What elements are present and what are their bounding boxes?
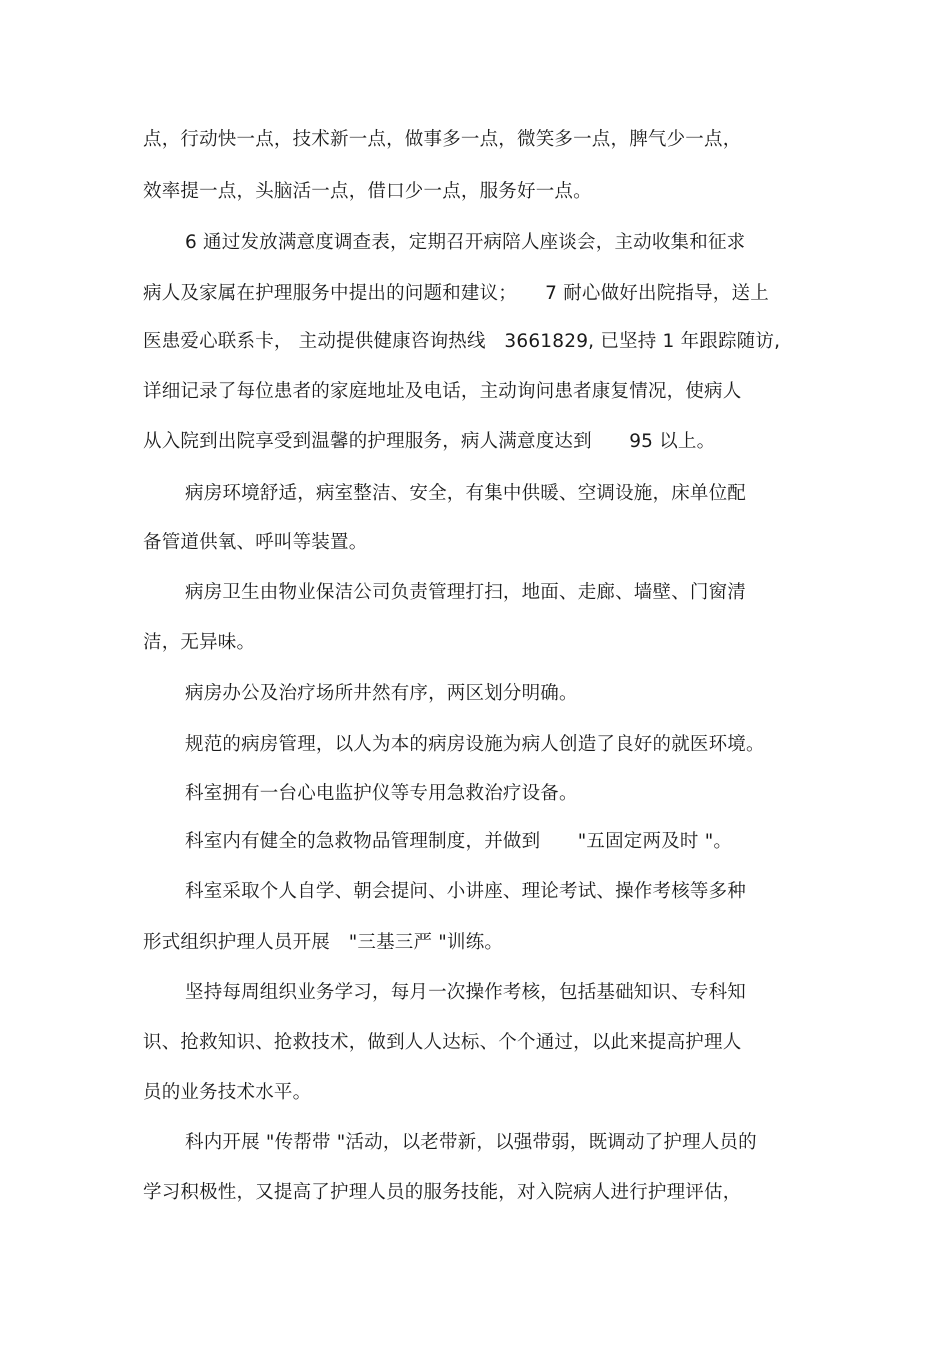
text-line: 点，行动快一点，技术新一点，做事多一点，微笑多一点，脾气少一点， — [143, 129, 742, 150]
paragraph-start: 病房卫生由物业保洁公司负责管理打扫，地面、走廊、墙壁、门窗清 — [185, 582, 747, 603]
paragraph-start: 6 通过发放满意度调查表，定期召开病陪人座谈会，主动收集和征求 — [185, 232, 746, 253]
text-line: 识、抢救知识、抢救技术，做到人人达标、个个通过，以此来提高护理人 — [143, 1032, 742, 1053]
text-line: 员的业务技术水平。 — [143, 1082, 312, 1103]
paragraph-start: 病房办公及治疗场所井然有序，两区划分明确。 — [185, 683, 578, 704]
text-line: 学习积极性，又提高了护理人员的服务技能，对入院病人进行护理评估， — [143, 1182, 742, 1203]
text-line: 形式组织护理人员开展 "三基三严 "训练。 — [143, 932, 504, 953]
paragraph-start: 规范的病房管理，以人为本的病房设施为病人创造了良好的就医环境。 — [185, 734, 765, 755]
paragraph-start: 科室拥有一台心电监护仪等专用急救治疗设备。 — [185, 783, 578, 804]
paragraph-start: 坚持每周组织业务学习，每月一次操作考核，包括基础知识、专科知 — [185, 982, 747, 1003]
text-line: 备管道供氧、呼叫等装置。 — [143, 532, 368, 553]
text-line: 详细记录了每位患者的家庭地址及电话，主动询问患者康复情况，使病人 — [143, 381, 742, 402]
text-line: 病人及家属在护理服务中提出的问题和建议； 7 耐心做好出院指导，送上 — [143, 283, 769, 304]
text-line: 洁，无异味。 — [143, 632, 256, 653]
text-line: 效率提一点，头脑活一点，借口少一点，服务好一点。 — [143, 181, 592, 202]
text-line: 从入院到出院享受到温馨的护理服务，病人满意度达到 95 以上。 — [143, 431, 716, 452]
text-line: 医患爱心联系卡， 主动提供健康咨询热线 3661829, 已坚持 1 年跟踪随访, — [143, 331, 781, 352]
paragraph-start: 科室内有健全的急救物品管理制度，并做到 "五固定两及时 "。 — [185, 831, 733, 852]
paragraph-start: 病房环境舒适，病室整洁、安全，有集中供暖、空调设施，床单位配 — [185, 483, 747, 504]
paragraph-start: 科内开展 "传帮带 "活动，以老带新，以强带弱，既调动了护理人员的 — [185, 1132, 757, 1153]
paragraph-start: 科室采取个人自学、朝会提问、小讲座、理论考试、操作考核等多种 — [185, 881, 747, 902]
